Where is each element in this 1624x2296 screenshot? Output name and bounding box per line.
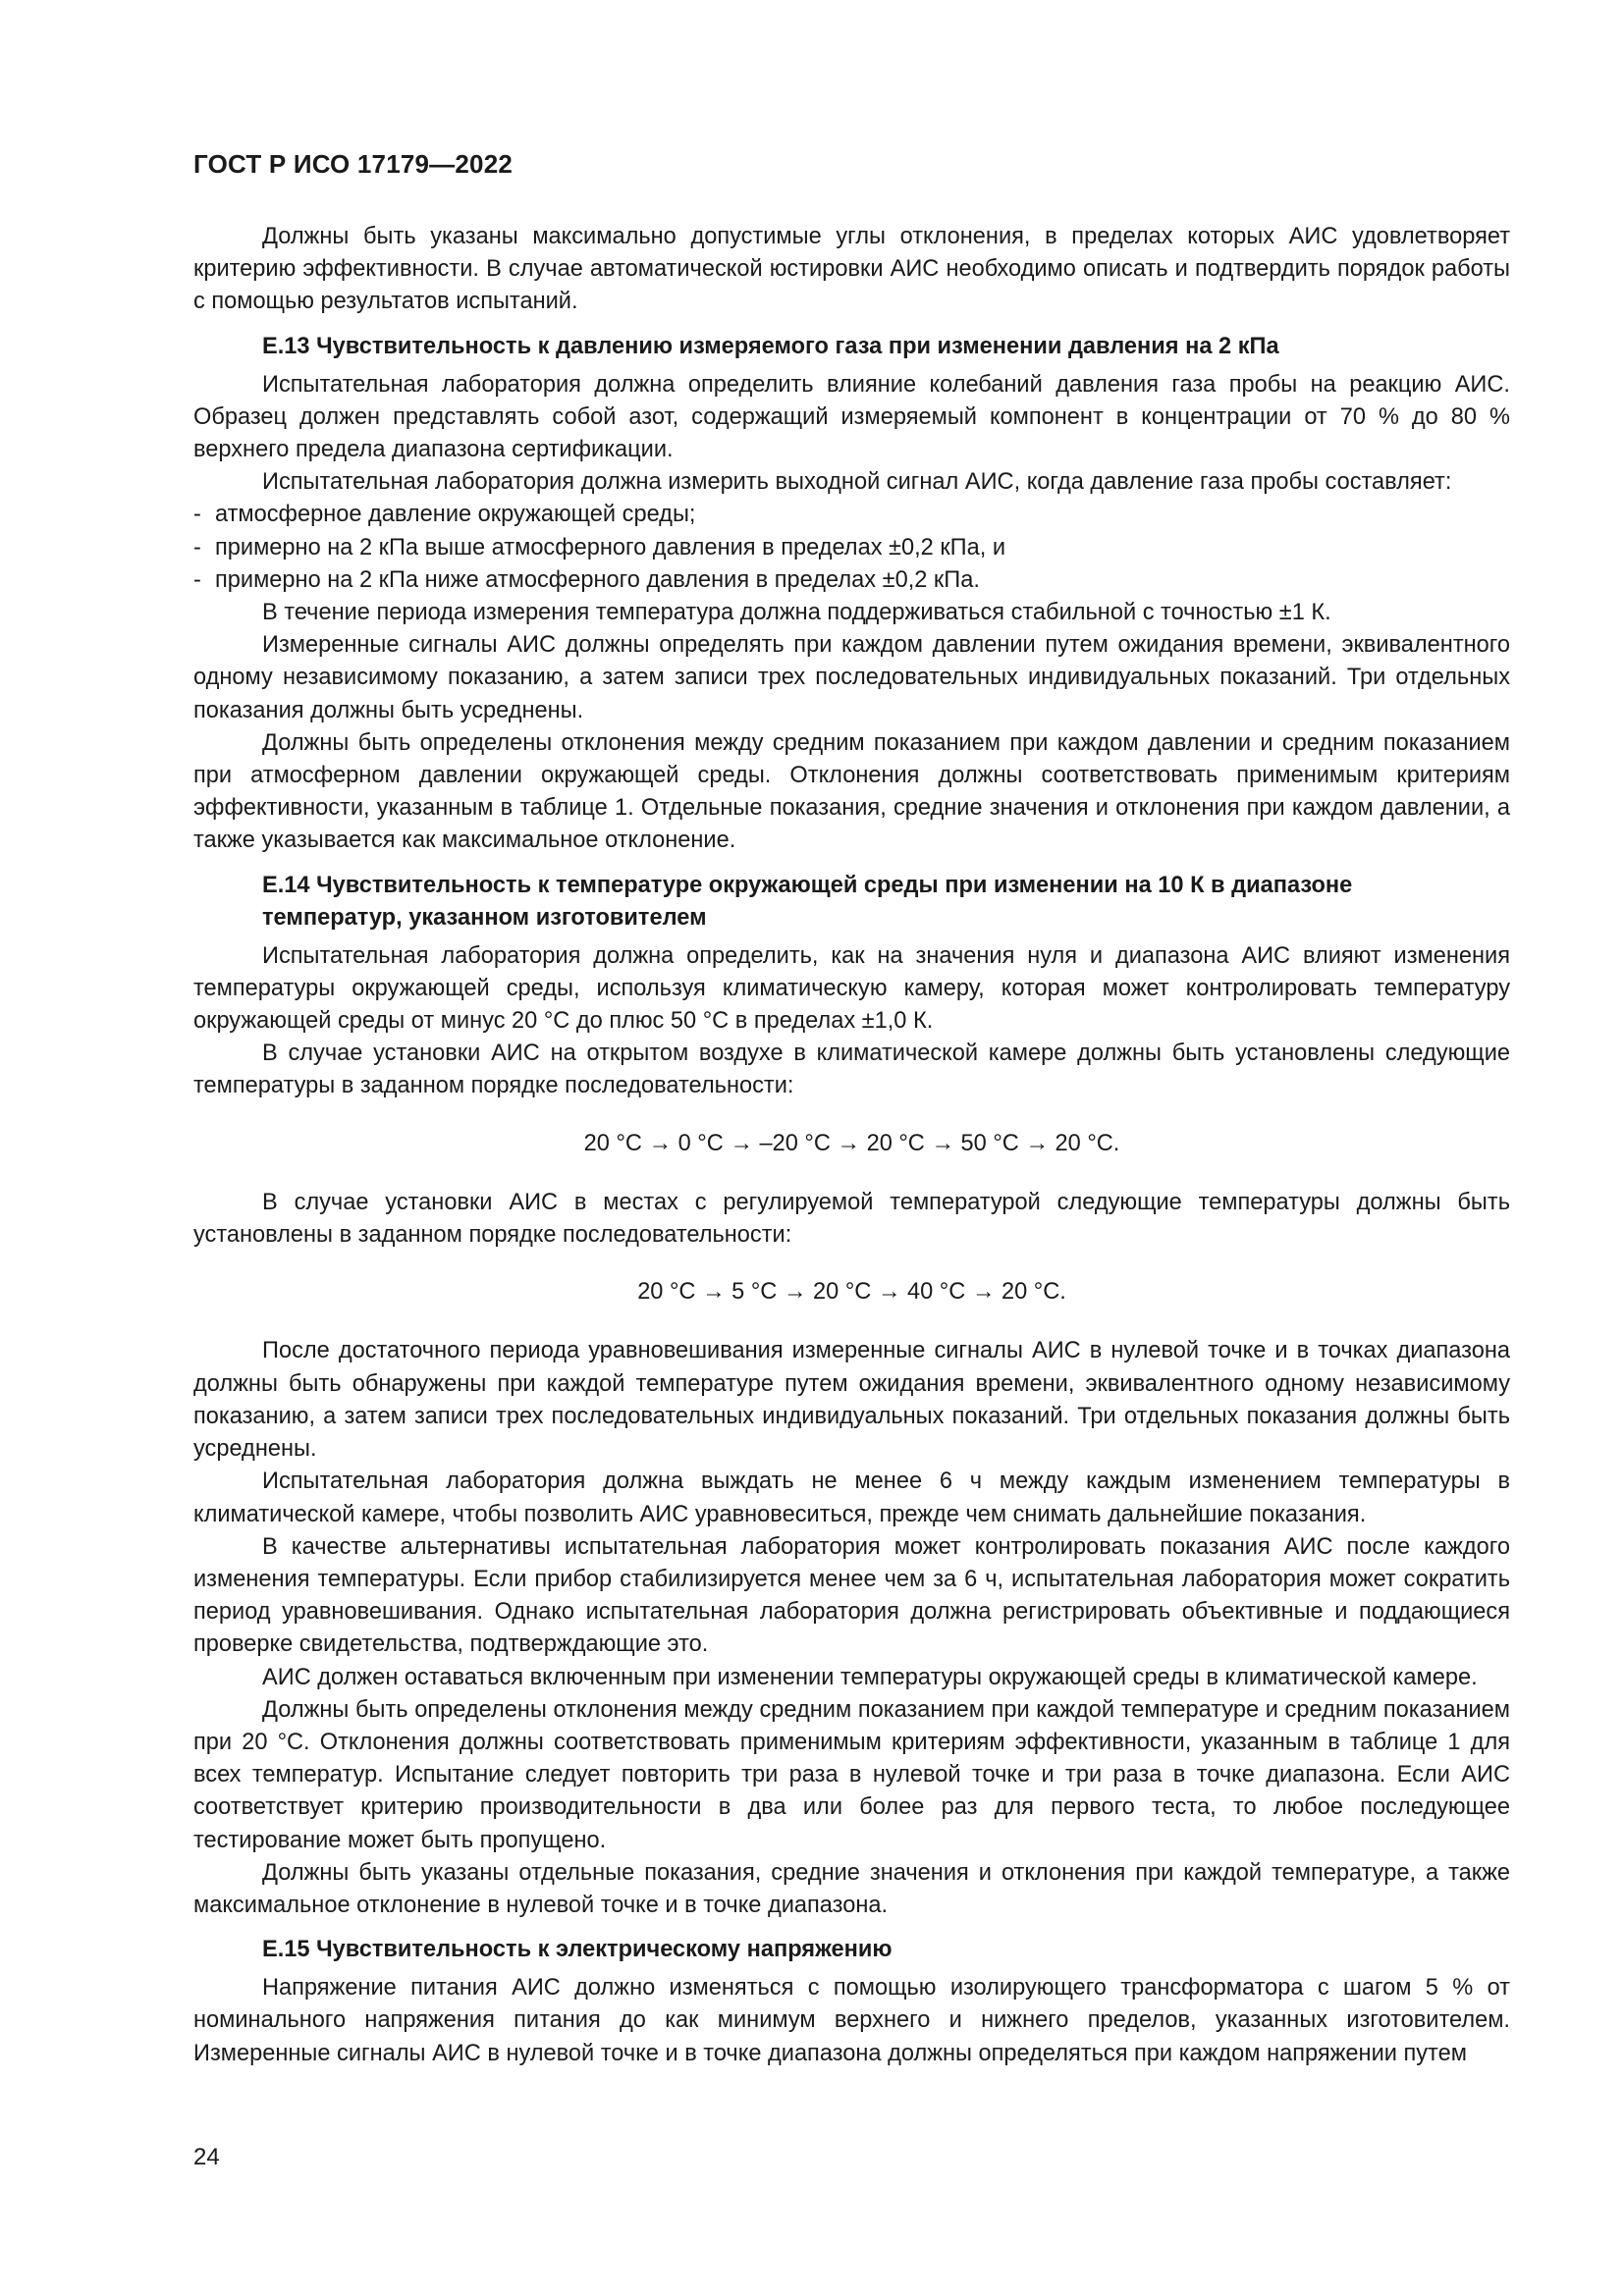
paragraph: Должны быть определены отклонения между средним показанием при каждой температуре и средним показанием при 20 °С. Отклонения должны соответствовать применимым критериям эффективности, указанным в таблице 1 для всех температур. Испытание следует повторить три раза в нулевой точке и три раза в точке диапазона. Если АИС соответствует критерию производительности в два или более раз для первого теста, то любое последующее тестирование может быть пропущено. bbox=[193, 1696, 1510, 1853]
paragraph: Напряжение питания АИС должно изменяться с помощью изолирующего трансформатора с шагом 5 % от номинального напряжения питания до как минимум верхнего и нижнего пределов, указанных изготовителем. Измеренные сигналы АИС в нулевой точке и в точке диапазона должны определяться при каждом напряжении путем bbox=[193, 1975, 1510, 2066]
list-item: - примерно на 2 кПа выше атмосферного давления в пределах ±0,2 кПа, и bbox=[193, 532, 1510, 564]
paragraph: В случае установки АИС в местах с регулируемой температурой следующие температуры должны быть установлены в заданном порядке последовательности: bbox=[193, 1189, 1510, 1249]
list-item: - примерно на 2 кПа ниже атмосферного давления в пределах ±0,2 кПа. bbox=[193, 564, 1510, 597]
page-number: 24 bbox=[193, 2144, 220, 2170]
paragraph: Испытательная лаборатория должна измерить выходной сигнал АИС, когда давление газа пробы составляет: bbox=[262, 469, 1452, 496]
paragraph: После достаточного периода уравновешивания измеренные сигналы АИС в нулевой точке и в точках диапазона должны быть обнаружены при каждой температуре путем ожидания времени, эквивалентного одному независимому показанию, а затем записи трех последовательных индивидуальных показаний. Три отдельных показания должны быть усреднены. bbox=[193, 1338, 1510, 1463]
paragraph: Должны быть указаны максимально допустимые углы отклонения, в пределах которых АИС удовлетворяет критерию эффективности. В случае автоматической юстировки АИС необходимо описать и подтвердить порядок работы с помощью результатов испытаний. bbox=[193, 224, 1510, 315]
section-heading-e14: Е.14 Чувствительность к температуре окружающей среды при изменении на 10 К в диапазоне температур, указанном изготовителем bbox=[262, 872, 1353, 931]
list-item: - атмосферное давление окружающей среды; bbox=[193, 499, 1510, 531]
dash-marker: - bbox=[193, 534, 201, 561]
dash-marker: - bbox=[193, 502, 201, 528]
section-heading-e13: Е.13 Чувствительность к давлению измеряемого газа при изменении давления на 2 кПа bbox=[262, 333, 1279, 359]
paragraph: Испытательная лаборатория должна определить влияние колебаний давления газа пробы на реакцию АИС. Образец должен представлять собой азот, содержащий измеряемый компонент в концентрации от 70 % до 80 % верхнего предела диапазона сертификации. bbox=[193, 371, 1510, 463]
paragraph: В течение периода измерения температура должна поддерживаться стабильной с точностью ±1 К. bbox=[262, 600, 1331, 626]
paragraph: АИС должен оставаться включенным при изменении температуры окружающей среды в климатической камере. bbox=[262, 1664, 1478, 1690]
paragraph: В качестве альтернативы испытательная лаборатория может контролировать показания АИС после каждого изменения температуры. Если прибор стабилизируется менее чем за 6 ч, испытательная лаборатория может сократить период уравновешивания. Однако испытательная лаборатория должна регистрировать объективные и поддающиеся проверке свидетельства, подтверждающие это. bbox=[193, 1533, 1510, 1658]
page-content bbox=[193, 221, 1510, 2070]
document-header: ГОСТ Р ИСО 17179—2022 bbox=[193, 149, 514, 179]
paragraph: Испытательная лаборатория должна выждать не менее 6 ч между каждым изменением температуры в климатической камере, чтобы позволить АИС уравновеситься, прежде чем снимать дальнейшие показания. bbox=[193, 1468, 1510, 1527]
paragraph: Должны быть определены отклонения между средним показанием при каждом давлении и средним показанием при атмосферном давлении окружающей среды. Отклонения должны соответствовать применимым критериям эффективности, указанным в таблице 1. Отдельные показания, средние значения и отклонения при каждом давлении, а также указывается как максимальное отклонение. bbox=[193, 729, 1510, 854]
paragraph: Должны быть указаны отдельные показания, средние значения и отклонения при каждой температуре, а также максимальное отклонение в нулевой точке и в точке диапазона. bbox=[193, 1859, 1510, 1918]
temperature-sequence-indoor: 20 °С → 5 °С → 20 °С → 40 °С → 20 °С. bbox=[637, 1279, 1066, 1306]
section-heading-e15: Е.15 Чувствительность к электрическому напряжению bbox=[262, 1937, 893, 1963]
dash-marker: - bbox=[193, 566, 201, 593]
paragraph: Измеренные сигналы АИС должны определять при каждом давлении путем ожидания времени, эквивалентного одному независимому показанию, а затем записи трех последовательных индивидуальных показаний. Три отдельных показания должны быть усреднены. bbox=[193, 632, 1510, 723]
paragraph: Испытательная лаборатория должна определить, как на значения нуля и диапазона АИС влияют изменения температуры окружающей среды, используя климатическую камеру, которая может контролировать температуру окружающей среды от минус 20 °С до плюс 50 °С в пределах ±1,0 К. bbox=[193, 942, 1510, 1035]
temperature-sequence-outdoor: 20 °С → 0 °С → –20 °С → 20 °С → 50 °С → 20 °С. bbox=[583, 1130, 1120, 1156]
pressure-list bbox=[193, 499, 1510, 597]
paragraph: В случае установки АИС на открытом воздухе в климатической камере должны быть установлены следующие температуры в заданном порядке последовательности: bbox=[193, 1041, 1510, 1099]
